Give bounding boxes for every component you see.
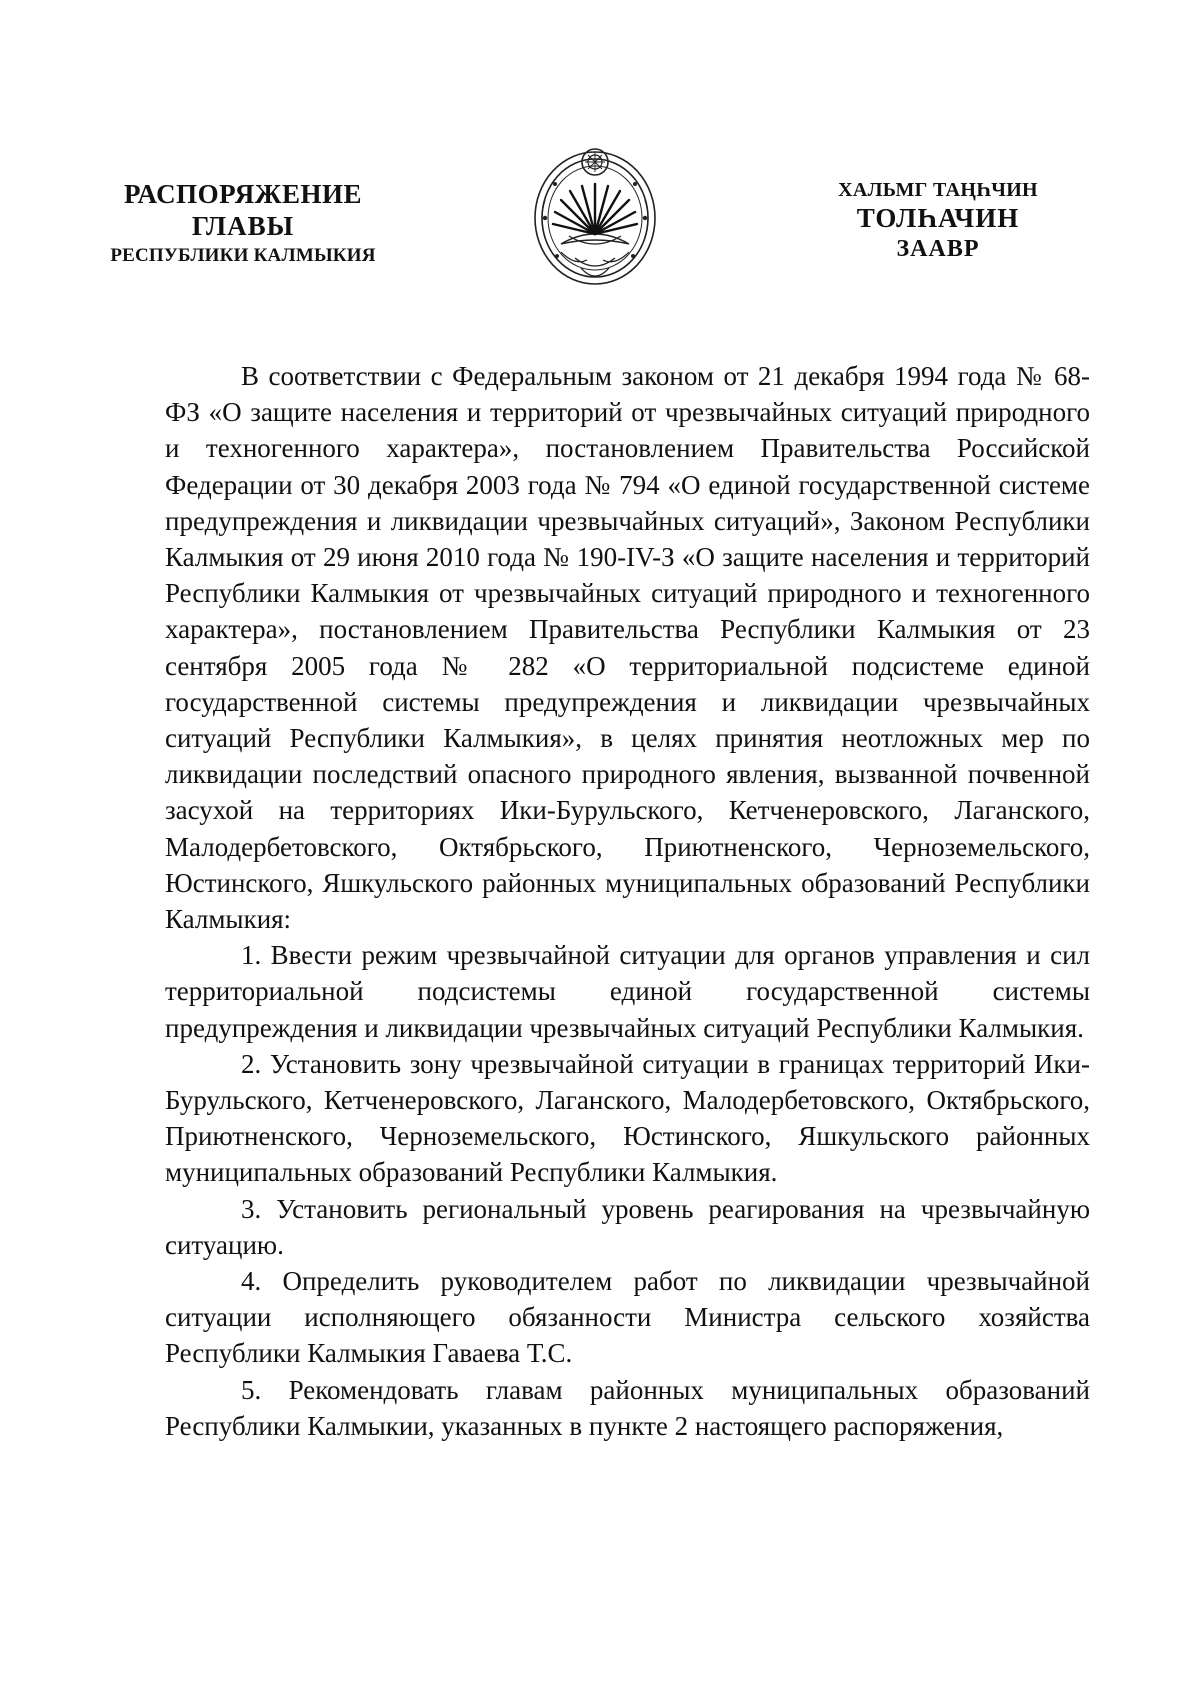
header-right-block	[818, 178, 1058, 265]
clause-1-paragraph: 1. Ввести режим чрезвычайной ситуации для органов управления и сил территориальной подсистемы единой государственной системы предупреждения и ликвидации чрезвычайных ситуаций Республики Калмыкия.	[165, 940, 1090, 1043]
header-right-line3: ЗААВР	[896, 236, 980, 263]
clause-5-paragraph: 5. Рекомендовать главам районных муниципальных образований Республики Калмыкии, указанных в пункте 2 настоящего распоряжения,	[165, 1374, 1090, 1441]
header-left-line1: РАСПОРЯЖЕНИЕ	[123, 179, 363, 209]
clause-4-paragraph: 4. Определить руководителем работ по ликвидации чрезвычайной ситуации исполняющего обязанности Министра сельского хозяйства Республики Калмыкия Гаваева Т.С.	[165, 1266, 1090, 1369]
document-body	[165, 358, 1090, 1444]
preamble-paragraph: В соответствии с Федеральным законом от 21 декабря 1994 года № 68-ФЗ «О защите населения и территорий от чрезвычайных ситуаций природного и техногенного характера», постановлением Правительства Российской Федерации от 30 декабря 2003 года № 794 «О единой государственной системе предупреждения и ликвидации чрезвычайных ситуаций», Законом Республики Калмыкия от 29 июня 2010 года № 190-IV-З «О защите населения и территорий Республики Калмыкия от чрезвычайных ситуаций природного и техногенного характера», постановлением Правительства Республики Калмыкия от 23 сентября 2005 года № 282 «О территориальной подсистеме единой государственной системы предупреждения и ликвидации чрезвычайных ситуаций Республики Калмыкия», в целях принятия неотложных мер по ликвидации последствий опасного природного явления, вызванной почвенной засухой на территориях Ики-Бурульского, Кетченеровского, Лаганского, Малодербетовского, Октябрьского, Приютненского, Черноземельского, Юстинского, Яшкульского районных муниципальных образований Республики Калмыкия:	[165, 361, 1090, 935]
header-left-line3: РЕСПУБЛИКИ КАЛМЫКИЯ	[110, 244, 376, 266]
header-left-line2: ГЛАВЫ	[191, 211, 295, 242]
clause-3-paragraph: 3. Установить региональный уровень реагирования на чрезвычайную ситуацию.	[165, 1193, 1090, 1260]
kalmykia-coat-of-arms-icon	[525, 140, 665, 290]
header-left-block	[88, 178, 398, 268]
clause-2-paragraph: 2. Установить зону чрезвычайной ситуации в границах территорий Ики-Бурульского, Кетченеровского, Лаганского, Малодербетовского, Октябрьского, Приютненского, Черноземельского, Юстинского, Яшкульского районных муниципальных образований Республики Калмыкия.	[165, 1048, 1090, 1188]
header-right-line2: ТОЛҺАЧИН	[856, 203, 1020, 234]
header-right-line1: ХАЛЬМГ ТАҢҺЧИН	[838, 179, 1038, 201]
